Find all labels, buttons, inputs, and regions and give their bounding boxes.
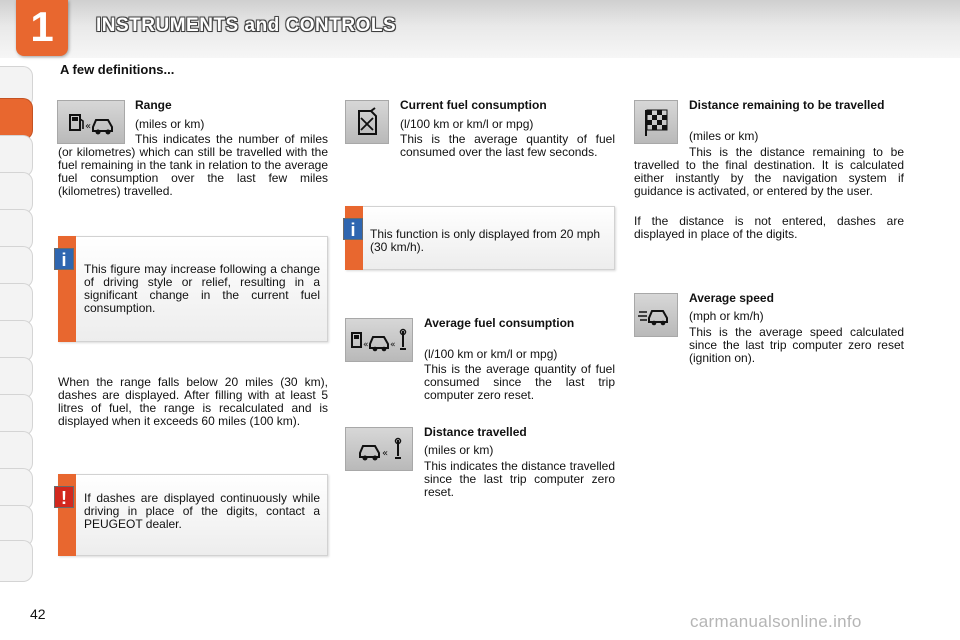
side-tab[interactable]: [0, 468, 33, 510]
range-body: This indicates the number of miles (or kilometres) which can still be travelled with the fuel remaining in the tank in relation to the average fuel consumption over the last few miles (kilometres) travelled.: [58, 132, 328, 198]
distance-remaining-body2: If the distance is not entered, dashes are displayed in place of the digits.: [634, 214, 904, 241]
warning-icon: !: [54, 486, 74, 508]
average-speed-unit: (mph or km/h): [689, 309, 764, 323]
current-fuel-body: This is the average quantity of fuel consumed over the last few seconds.: [400, 132, 615, 159]
average-fuel-icon: [345, 318, 413, 362]
checkered-flag-icon: [634, 100, 678, 144]
side-tab[interactable]: [0, 246, 33, 288]
page-number: 42: [30, 606, 46, 622]
chapter-number: 1: [30, 3, 54, 50]
range-heading: Range: [135, 98, 172, 112]
average-fuel-heading: Average fuel consumption: [424, 316, 575, 330]
distance-travelled-unit: (miles or km): [424, 443, 494, 457]
average-speed-icon: [634, 293, 678, 337]
distance-remaining-body: This is the distance remaining to be travelled to the final destination. It is calculated either instantly by the navigation system if guidance is activated, or entered by the user.: [634, 145, 904, 198]
side-tab[interactable]: [0, 209, 33, 251]
svg-text:«: «: [390, 340, 396, 350]
current-fuel-icon: [345, 100, 389, 144]
distance-travelled-body: This indicates the distance travelled since the last trip computer zero reset.: [424, 459, 615, 499]
side-tab[interactable]: [0, 320, 33, 362]
current-fuel-heading: Current fuel consumption: [400, 98, 547, 112]
svg-text:«: «: [85, 121, 92, 132]
section-title: A few definitions...: [60, 62, 175, 77]
side-tab[interactable]: [0, 135, 33, 177]
distance-travelled-icon: [345, 427, 413, 471]
side-tab[interactable]: [0, 357, 33, 399]
current-fuel-unit: (l/100 km or km/l or mpg): [400, 117, 534, 131]
note-figure-increase: This figure may increase following a change of driving style or relief, resulting in a significant change in the current fuel consumption.: [84, 262, 320, 315]
average-fuel-body: This is the average quantity of fuel consumed since the last trip computer zero reset.: [424, 362, 615, 402]
note-dashes: If dashes are displayed continuously while driving in place of the digits, contact a PEUGEOT dealer.: [84, 491, 320, 531]
svg-text:«: «: [382, 448, 389, 459]
watermark: carmanualsonline.info: [690, 612, 862, 631]
svg-text:«: «: [363, 340, 369, 350]
distance-remaining-unit: (miles or km): [689, 129, 759, 143]
average-fuel-unit: (l/100 km or km/l or mpg): [424, 347, 558, 361]
range-unit: (miles or km): [135, 117, 205, 131]
note-speed: This function is only displayed from 20 mph (30 km/h).: [370, 227, 601, 254]
average-speed-heading: Average speed: [689, 291, 774, 305]
info-icon: i: [54, 248, 74, 270]
side-tab-active[interactable]: [0, 98, 33, 140]
side-tab[interactable]: [0, 172, 33, 214]
distance-remaining-heading: Distance remaining to be travelled: [689, 98, 885, 112]
distance-travelled-heading: Distance travelled: [424, 425, 527, 439]
range-paragraph: When the range falls below 20 miles (30 km), dashes are displayed. After filling with at least 5 litres of fuel, the range is recalculated and is displayed when it exceeds 60 miles (100 km).: [58, 375, 328, 428]
info-icon: i: [343, 218, 363, 240]
average-speed-body: This is the average speed calculated since the last trip computer zero reset (ignition on).: [689, 325, 904, 365]
side-tab[interactable]: [0, 283, 33, 325]
page-title: INSTRUMENTS and CONTROLS: [96, 15, 397, 36]
side-tab[interactable]: [0, 431, 33, 473]
side-tab[interactable]: [0, 540, 33, 582]
side-tab[interactable]: [0, 394, 33, 436]
